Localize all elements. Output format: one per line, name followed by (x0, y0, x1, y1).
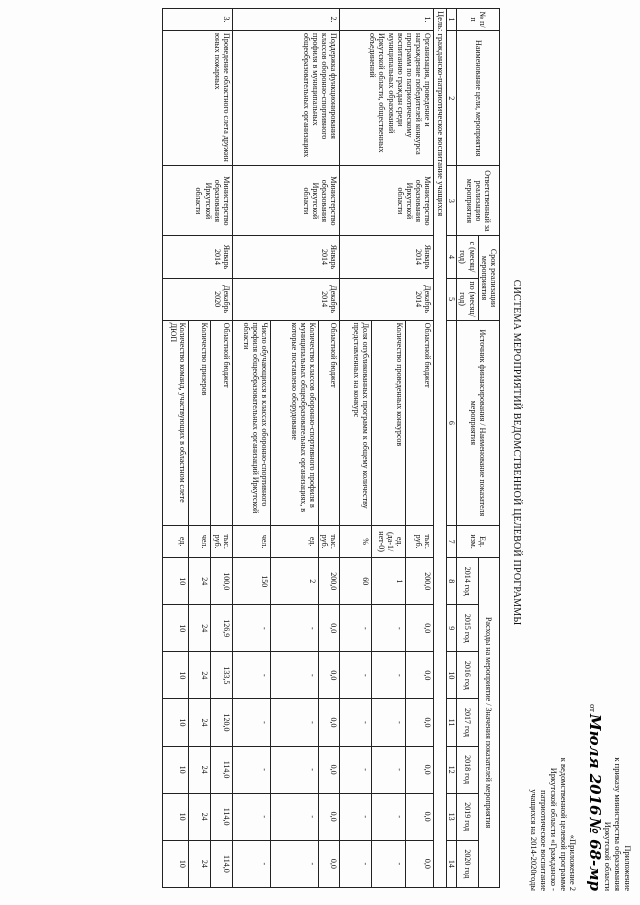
value-cell: 24 (188, 793, 210, 840)
value-cell: - (340, 652, 372, 699)
order-date-line (585, 681, 602, 891)
header-year: 2014 год (457, 558, 478, 605)
column-number: 12 (447, 746, 457, 793)
measure-row (210, 9, 232, 888)
column-number: 1 (447, 9, 457, 31)
column-number: 7 (447, 526, 457, 558)
value-cell: 0,0 (406, 652, 434, 699)
value-cell: - (340, 605, 372, 652)
column-number: 5 (447, 278, 457, 320)
value-cell: - (270, 699, 318, 746)
value-cell: 0,0 (406, 793, 434, 840)
value-cell: 0,0 (318, 699, 339, 746)
header-line: Иркутской области «Гражданско - (548, 767, 559, 891)
header-year: 2016 год (457, 652, 478, 699)
value-cell: 120,0 (210, 699, 232, 746)
value-cell: - (372, 840, 406, 887)
unit-cell: тыс. руб. (210, 526, 232, 558)
term-from: Январь 2014 (232, 236, 339, 278)
measure-row (318, 9, 339, 888)
value-cell: 0,0 (406, 605, 434, 652)
header-line: патриотическое воспитание (539, 790, 550, 891)
value-cell: 10 (162, 840, 188, 887)
value-cell: 150 (232, 558, 270, 605)
measure-responsible: Министерство образования Иркутской области (340, 166, 434, 236)
unit-cell: тыс. руб. (406, 526, 434, 558)
handwritten-number: № 68-мр (585, 817, 604, 891)
value-cell: 24 (188, 699, 210, 746)
document-title: СИСТЕМА МЕРОПРИЯТИЙ ВЕДОМСТВЕННОЙ ЦЕЛЕВОЙ ПРОГРАММЫ (511, 279, 522, 626)
header-line: к приказу министерства образования (613, 757, 624, 891)
term-to: Декабрь 2014 (340, 278, 434, 320)
value-cell: 24 (188, 840, 210, 887)
measure-row (406, 9, 434, 888)
measure-responsible: Министерство образования Иркутской области (162, 166, 232, 236)
value-cell: 126,9 (210, 605, 232, 652)
value-cell: 24 (188, 746, 210, 793)
measure-number: 2. (232, 9, 339, 31)
unit-cell: % (340, 526, 372, 558)
header-unit: Ед. изм. (457, 526, 500, 558)
value-cell: 10 (162, 652, 188, 699)
value-cell: - (270, 652, 318, 699)
column-number: 3 (447, 166, 457, 236)
value-cell: 24 (188, 605, 210, 652)
header-term-to: по (месяц/ год) (457, 278, 478, 320)
value-cell: - (372, 746, 406, 793)
handwritten-date: Мюля 2016 (585, 713, 604, 816)
unit-cell: ед. (162, 526, 188, 558)
column-number: 2 (447, 31, 457, 166)
value-cell: 0,0 (318, 746, 339, 793)
unit-cell: ед. (да-1/ нет-0) (372, 526, 406, 558)
value-cell: 2 (270, 558, 318, 605)
header-source: Источник финансирования / Наименование показателя мероприятия (457, 320, 500, 525)
value-cell: 133,5 (210, 652, 232, 699)
column-number: 4 (447, 236, 457, 278)
column-number: 13 (447, 793, 457, 840)
value-cell: 10 (162, 699, 188, 746)
indicator-label: Областной бюджет (318, 320, 339, 525)
measures-table (162, 8, 500, 888)
value-cell: 10 (162, 605, 188, 652)
measure-number: 3. (162, 9, 232, 31)
measure-number: 1. (340, 9, 434, 31)
header-name: Наименование цели, мероприятия (457, 31, 500, 166)
value-cell: 0,0 (406, 840, 434, 887)
value-cell: 0,0 (318, 652, 339, 699)
column-number: 8 (447, 558, 457, 605)
column-number-row (447, 9, 457, 888)
unit-cell: чел. (188, 526, 210, 558)
header-year: 2017 год (457, 699, 478, 746)
value-cell: 60 (340, 558, 372, 605)
value-cell: 0,0 (318, 605, 339, 652)
term-from: Январь 2014 (162, 236, 232, 278)
value-cell: - (372, 605, 406, 652)
value-cell: - (270, 840, 318, 887)
header-num: № п/п (457, 9, 500, 31)
value-cell: 0,0 (406, 746, 434, 793)
measure-name: Организация, проведение и награждение победителей конкурса программ по патриотическому воспитанию граждан среди муниципальных образований Иркутской области, общественных объединений (340, 31, 434, 166)
value-cell: - (340, 699, 372, 746)
value-cell: 0,0 (406, 699, 434, 746)
header-values: Расходы на мероприятие / Значения показателей мероприятия (478, 558, 499, 888)
value-cell: 114,0 (210, 840, 232, 887)
measure-name: Проведение областного слета дружин юных пожарных (162, 31, 232, 166)
value-cell: 0,0 (318, 840, 339, 887)
measure-name: Поддержка функционирования классов оборонно-спортивного профиля в муниципальных общеобразовательных организациях (232, 31, 339, 166)
goal-row (434, 9, 447, 888)
value-cell: - (372, 652, 406, 699)
column-number: 10 (447, 652, 457, 699)
value-cell: - (232, 840, 270, 887)
header-term: Срок реализации мероприятия (478, 236, 499, 320)
indicator-label: Областной бюджет (210, 320, 232, 525)
unit-cell: чел. (232, 526, 270, 558)
value-cell: - (232, 652, 270, 699)
value-cell: 10 (162, 746, 188, 793)
indicator-label: Областной бюджет (406, 320, 434, 525)
value-cell: 114,0 (210, 793, 232, 840)
value-cell: - (340, 793, 372, 840)
column-number: 14 (447, 840, 457, 887)
approval-header (529, 681, 632, 891)
indicator-label: Количество классов оборонно-спортивного профиля в муниципальных общеобразовательных организациях, в которые поставлено оборудование (270, 320, 318, 525)
value-cell: 10 (162, 558, 188, 605)
term-to: Декабрь 2014 (232, 278, 339, 320)
header-line: к ведомственной целевой программе (558, 757, 569, 891)
value-cell: 100,0 (210, 558, 232, 605)
value-cell: 200,0 (318, 558, 339, 605)
term-to: Декабрь 2020 (162, 278, 232, 320)
value-cell: - (372, 793, 406, 840)
value-cell: 200,0 (406, 558, 434, 605)
indicator-label: Число обучающихся в классах оборонно-спортивного профиля общеобразовательных организаций Иркутской области (232, 320, 270, 525)
header-line: от (587, 704, 598, 712)
value-cell: 0,0 (318, 793, 339, 840)
value-cell: 114,0 (210, 746, 232, 793)
header-year: 2020 год (457, 840, 478, 887)
value-cell: - (232, 699, 270, 746)
header-line: Приложение (623, 845, 633, 891)
column-number: 9 (447, 605, 457, 652)
value-cell: 1 (372, 558, 406, 605)
unit-cell: тыс. руб. (318, 526, 339, 558)
header-year: 2018 год (457, 746, 478, 793)
value-cell: - (340, 840, 372, 887)
header-line: «Приложение 2 (568, 834, 579, 891)
value-cell: - (232, 605, 270, 652)
value-cell: 24 (188, 652, 210, 699)
value-cell: - (340, 746, 372, 793)
term-from: Январь 2014 (340, 236, 434, 278)
unit-cell: ед. (270, 526, 318, 558)
header-line: Иркутской области (603, 821, 614, 891)
measure-responsible: Министерство образования Иркутской области (232, 166, 339, 236)
header-year: 2019 год (457, 793, 478, 840)
indicator-label: Количество призеров (188, 320, 210, 525)
value-cell: - (372, 699, 406, 746)
indicator-label: Количество команд, участвующих в областном слете ДЮП (162, 320, 188, 525)
value-cell: - (270, 746, 318, 793)
value-cell: 10 (162, 793, 188, 840)
value-cell: - (270, 793, 318, 840)
header-year: 2015 год (457, 605, 478, 652)
value-cell: 24 (188, 558, 210, 605)
value-cell: - (270, 605, 318, 652)
column-number: 6 (447, 320, 457, 525)
value-cell: - (232, 793, 270, 840)
goal-text: Цель: гражданско-патриотическое воспитание учащихся (434, 9, 447, 888)
column-number: 11 (447, 699, 457, 746)
indicator-label: Доля опубликованных программ к общему количеству представленных на конкурс (340, 320, 372, 525)
measures-body (162, 9, 433, 888)
header-responsible: Ответственный за реализацию мероприятия (457, 166, 500, 236)
header-term-from: с (месяц/ год) (457, 236, 478, 278)
value-cell: - (232, 746, 270, 793)
indicator-label: Количество проведенных конкурсов (372, 320, 406, 525)
header-line: учащихся на 2014-2020годы (529, 789, 540, 891)
